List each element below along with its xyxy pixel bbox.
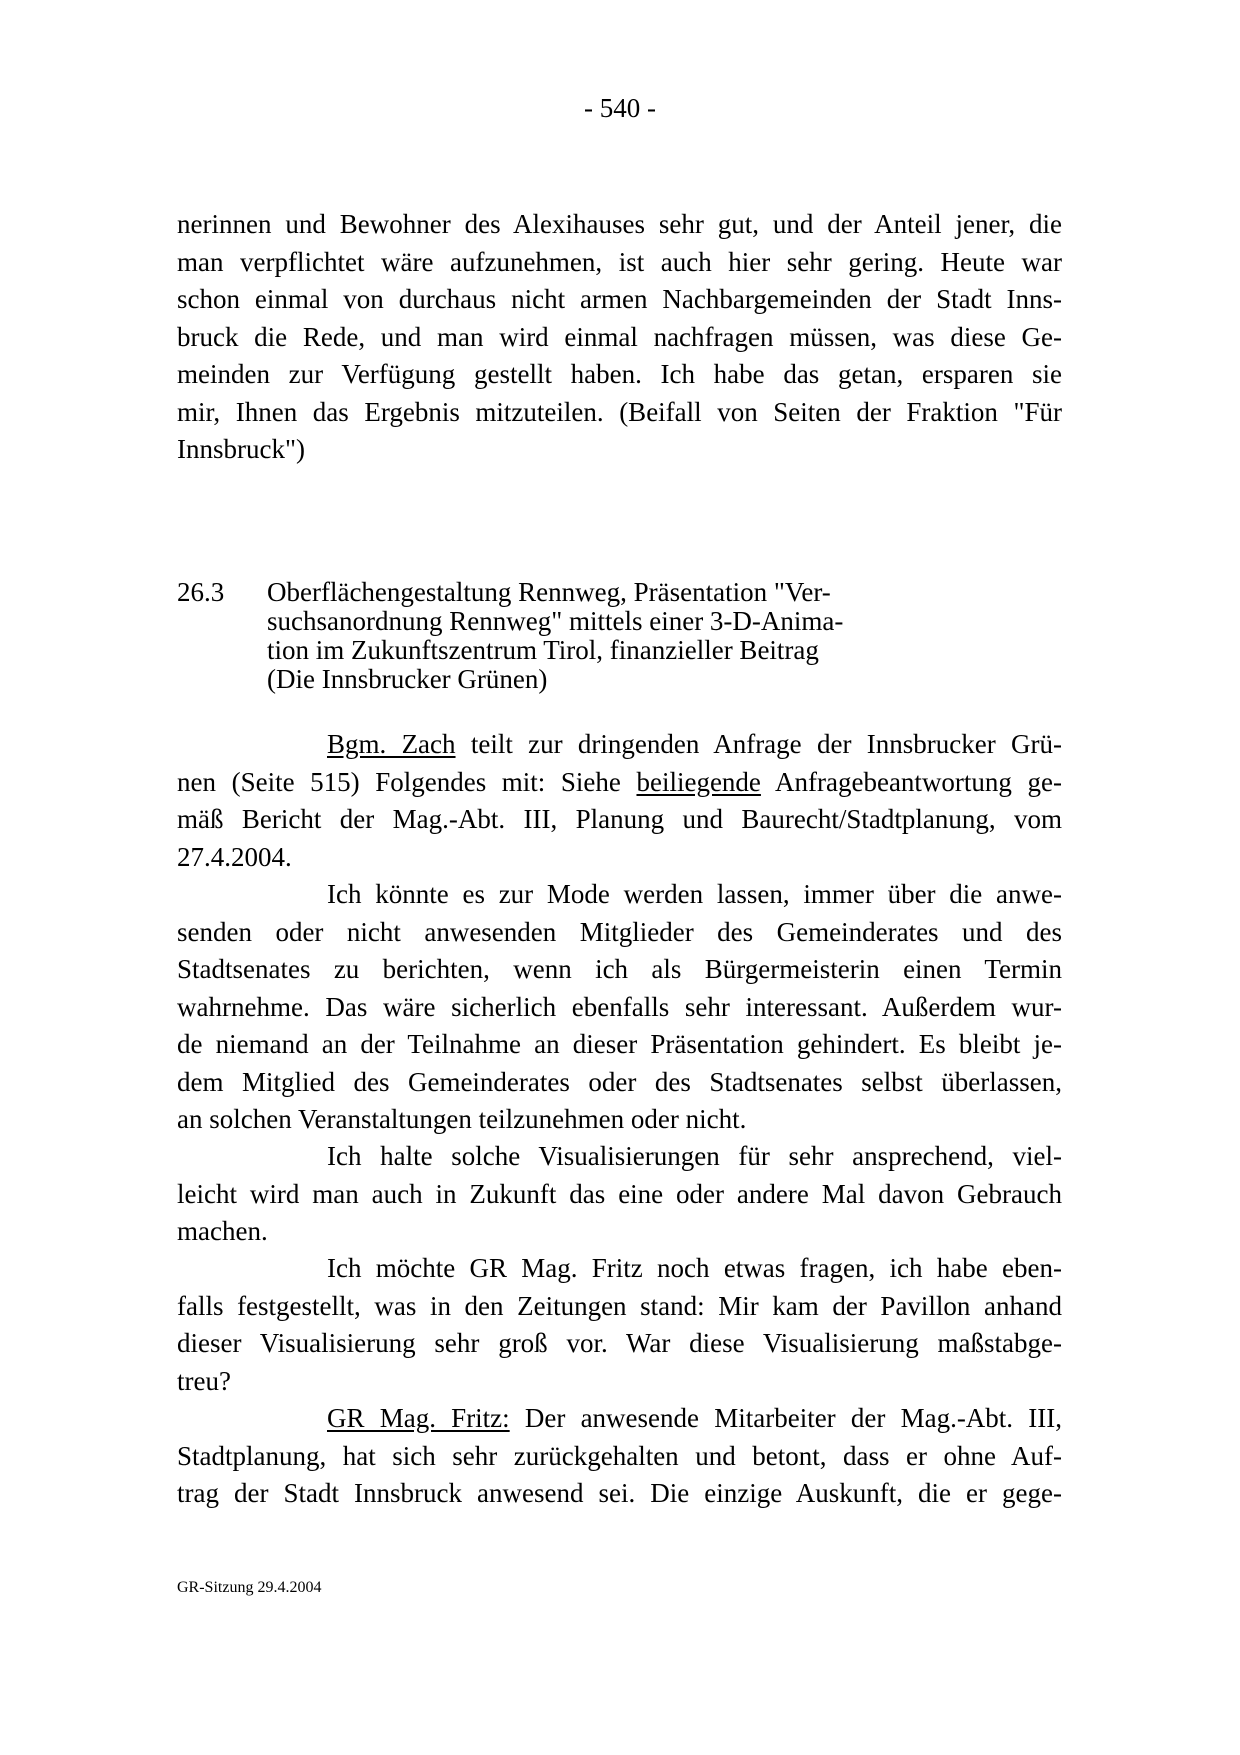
text-line [177, 764, 1062, 802]
text-line: treu? [177, 1365, 231, 1396]
text-line: machen. [177, 1216, 268, 1246]
text-line: Innsbruck") [177, 434, 305, 464]
text-segment: nen (Seite 515) Folgendes mit: Siehe [177, 766, 637, 797]
intro-paragraph [177, 206, 1062, 469]
page-number: - 540 - [584, 93, 656, 123]
reply-paragraph [177, 1400, 1062, 1513]
text-line: wahrnehme. Das wäre sicherlich ebenfalls sehr interessant. Außerdem wur- [177, 991, 1062, 1022]
body-paragraph [177, 1250, 1062, 1400]
agenda-title-line: suchsanordnung Rennweg" mittels einer 3-D-Anima- [267, 606, 844, 636]
agenda-title-line: Oberflächengestaltung Rennweg, Präsentation "Ver- [267, 577, 831, 607]
footer-session-date: GR-Sitzung 29.4.2004 [177, 1579, 322, 1596]
speaker-name: Bgm. Zach [327, 729, 456, 759]
text-line: bruck die Rede, und man wird einmal nachfragen müssen, was diese Ge- [177, 321, 1062, 352]
text-line: Stadtsenates zu berichten, wenn ich als Bürgermeisterin einen Termin [177, 954, 1062, 984]
text-line [177, 726, 1062, 764]
text-segment: Der anwesende Mitarbeiter der Mag.-Abt. III, [509, 1403, 1062, 1433]
text-line: falls festgestellt, was in den Zeitungen stand: Mir kam der Pavillon anhand [177, 1290, 1062, 1321]
body-paragraph [177, 1138, 1062, 1251]
text-line: dem Mitglied des Gemeinderates oder des Stadtsenates selbst überlassen, [177, 1066, 1062, 1097]
text-segment: Anfragebeantwortung ge- [760, 766, 1062, 797]
text-line: Stadtplanung, hat sich sehr zurückgehalten und betont, dass er ohne Auf- [177, 1440, 1062, 1471]
text-line: meinden zur Verfügung gestellt haben. Ich habe das getan, ersparen sie [177, 359, 1062, 389]
text-line: leicht wird man auch in Zukunft das eine oder andere Mal davon Gebrauch [177, 1178, 1062, 1209]
text-line: trag der Stadt Innsbruck anwesend sei. Die einzige Auskunft, die er gege- [177, 1478, 1062, 1508]
text-line: senden oder nicht anwesenden Mitglieder des Gemeinderates und des [177, 916, 1062, 947]
text-line: Ich halte solche Visualisierungen für sehr ansprechend, viel- [327, 1141, 1062, 1171]
attachment-reference: beiliegende [636, 766, 761, 797]
text-line: 27.4.2004. [177, 841, 292, 872]
text-segment: teilt zur dringenden Anfrage der Innsbrucker Grü- [455, 729, 1062, 759]
answer-paragraph [177, 726, 1062, 876]
text-line [177, 1400, 1062, 1438]
text-line: Ich möchte GR Mag. Fritz noch etwas fragen, ich habe eben- [327, 1253, 1062, 1283]
text-line: mir, Ihnen das Ergebnis mitzuteilen. (Beifall von Seiten der Fraktion "Für [177, 396, 1062, 427]
text-line: an solchen Veranstaltungen teilzunehmen oder nicht. [177, 1104, 747, 1134]
body-paragraph [177, 876, 1062, 1139]
agenda-number: 26.3 [177, 577, 225, 607]
text-line: de niemand an der Teilnahme an dieser Präsentation gehindert. Es bleibt je- [177, 1029, 1062, 1059]
text-line: Ich könnte es zur Mode werden lassen, immer über die anwe- [327, 879, 1062, 909]
text-line: mäß Bericht der Mag.-Abt. III, Planung und Baurecht/Stadtplanung, vom [177, 804, 1062, 834]
text-line: nerinnen und Bewohner des Alexihauses sehr gut, und der Anteil jener, die [177, 209, 1062, 239]
text-line: schon einmal von durchaus nicht armen Nachbargemeinden der Stadt Inns- [177, 284, 1062, 314]
text-line: dieser Visualisierung sehr groß vor. War diese Visualisierung maßstabge- [177, 1328, 1062, 1358]
agenda-title-line: (Die Innsbrucker Grünen) [267, 664, 548, 694]
text-line: man verpflichtet wäre aufzunehmen, ist auch hier sehr gering. Heute war [177, 246, 1062, 277]
agenda-title [267, 578, 927, 694]
speaker-name: GR Mag. Fritz: [327, 1403, 510, 1433]
agenda-title-line: tion im Zukunftszentrum Tirol, finanzieller Beitrag [267, 635, 819, 665]
